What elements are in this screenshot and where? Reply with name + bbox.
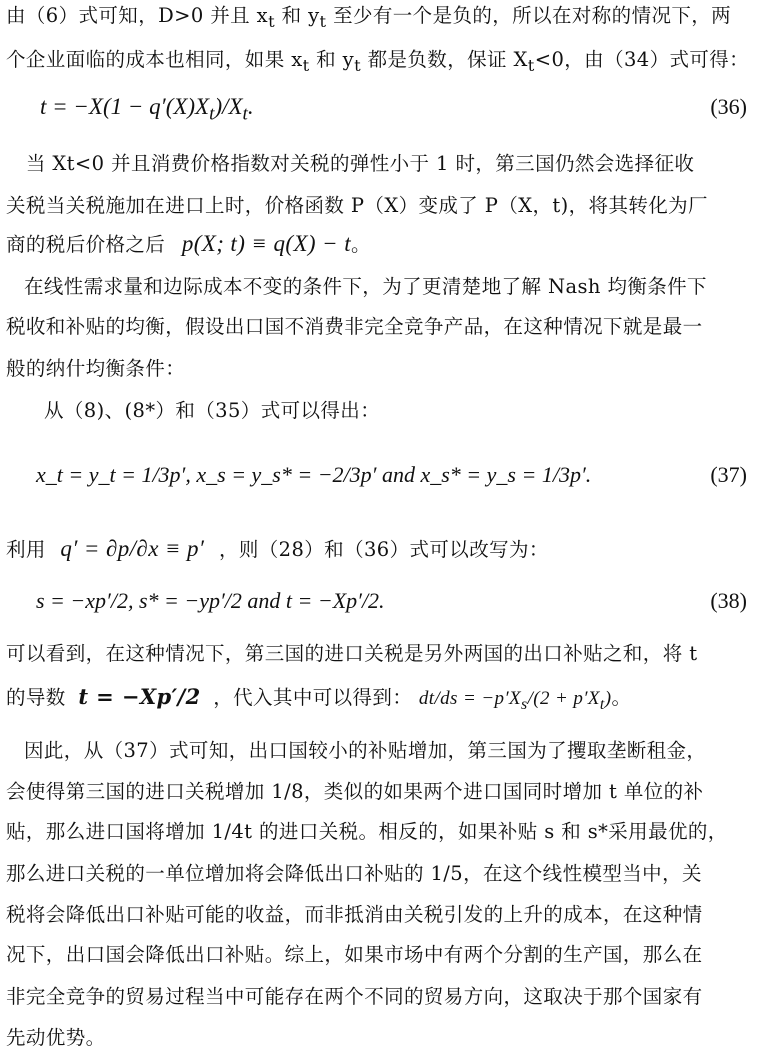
subscript: t [527,55,535,75]
text-line: 况下，出口国会降低出口补贴。综上，如果市场中有两个分割的生产国，那么在 [6,943,703,966]
text-line: 先动优势。 [6,1026,106,1049]
text-line: 从（8)、(8*）和（35）式可以得出： [44,399,381,422]
text-span: 的导数 [6,686,66,709]
subscript: t [319,11,327,31]
inline-equation: p(X; t) ≡ q(X) − t [181,231,351,256]
equation-body: x_t = y_t = 1/3p′, x_s = y_s* = −2/3p′ and x_s* = y_s = 1/3p′. [36,462,592,487]
text-line: 非完全竞争的贸易过程当中可能存在两个不同的贸易方向，这取决于那个国家有 [6,985,703,1008]
text-span: 都是负数，保证 X [361,48,528,71]
subscript: t [302,55,310,75]
text-line [6,230,765,259]
text-span: 利用 [6,538,46,561]
text-span: 和 y [309,48,355,71]
text-line [6,535,765,564]
equation-body: $t = -X(1 - q'(X)X_t)/X_t$. [40,94,254,125]
text-line [6,46,765,80]
equation-body: s = −xp′/2, s* = −yp′/2 and t = −Xp′/2. [36,588,385,613]
text-span: ，代入其中可以得到： [213,686,413,709]
text-line: 因此，从（37）式可知，出口国较小的补贴增加，第三国为了攫取垄断租金， [24,739,707,762]
text-line: 关税当关税施加在进口上时，价格函数 P（X）变成了 P（X，t)，将其转化为厂 [6,194,708,217]
text-span: 个企业面临的成本也相同，如果 x [6,48,303,71]
text-span: 由（6）式可知，D>0 并且 x [6,4,269,27]
text-line: 可以看到，在这种情况下，第三国的进口关税是另外两国的出口补贴之和，将 t [6,642,698,665]
equation-number: (38) [710,588,747,613]
text-line: 般的纳什均衡条件： [6,357,186,380]
text-span: <0，由（34）式可得： [534,48,750,71]
inline-equation: q′ = ∂p/∂x ≡ p′ [60,536,205,561]
equation-number: (37) [710,462,747,487]
text-line: 在线性需求量和边际成本不变的条件下，为了更清楚地了解 Nash 均衡条件下 [24,275,707,298]
text-span: 商的税后价格之后 [6,233,166,256]
text-line: 税收和补贴的均衡，假设出口国不消费非完全竞争产品，在这种情况下就是最一 [6,315,703,338]
text-line [6,683,765,719]
text-line: 税将会降低出口补贴可能的收益，而非抵消由关税引发的上升的成本，在这种情 [6,903,703,926]
text-span: 和 y [275,4,320,27]
text-span: 至少有一个是负的，所以在对称的情况下，两 [326,4,732,27]
text-span: ，则（28）和（36）式可以改写为： [218,538,549,561]
text-line: 那么进口关税的一单位增加将会降低出口补贴的 1/5，在这个线性模型当中，关 [6,862,702,885]
equation-number: (36) [710,94,747,119]
subscript: t [354,55,361,75]
text-span: 。 [350,233,371,256]
text-line: 会使得第三国的进口关税增加 1/8，类似的如果两个进口国同时增加 t 单位的补 [6,780,704,803]
text-span: 。 [611,686,632,709]
subscript: t [268,11,276,31]
inline-equation: t = −Xp′/2 [78,684,201,709]
inline-equation: $dt/ds = -p'X_s/(2 + p'X_t)$ [418,688,612,713]
text-line: 当 Xt<0 并且消费价格指数对关税的弹性小于 1 时，第三国仍然会选择征收 [6,152,695,175]
text-line [6,2,765,36]
text-line: 贴，那么进口国将增加 1/4t 的进口关税。相反的，如果补贴 s 和 s*采用最优的， [6,820,728,843]
